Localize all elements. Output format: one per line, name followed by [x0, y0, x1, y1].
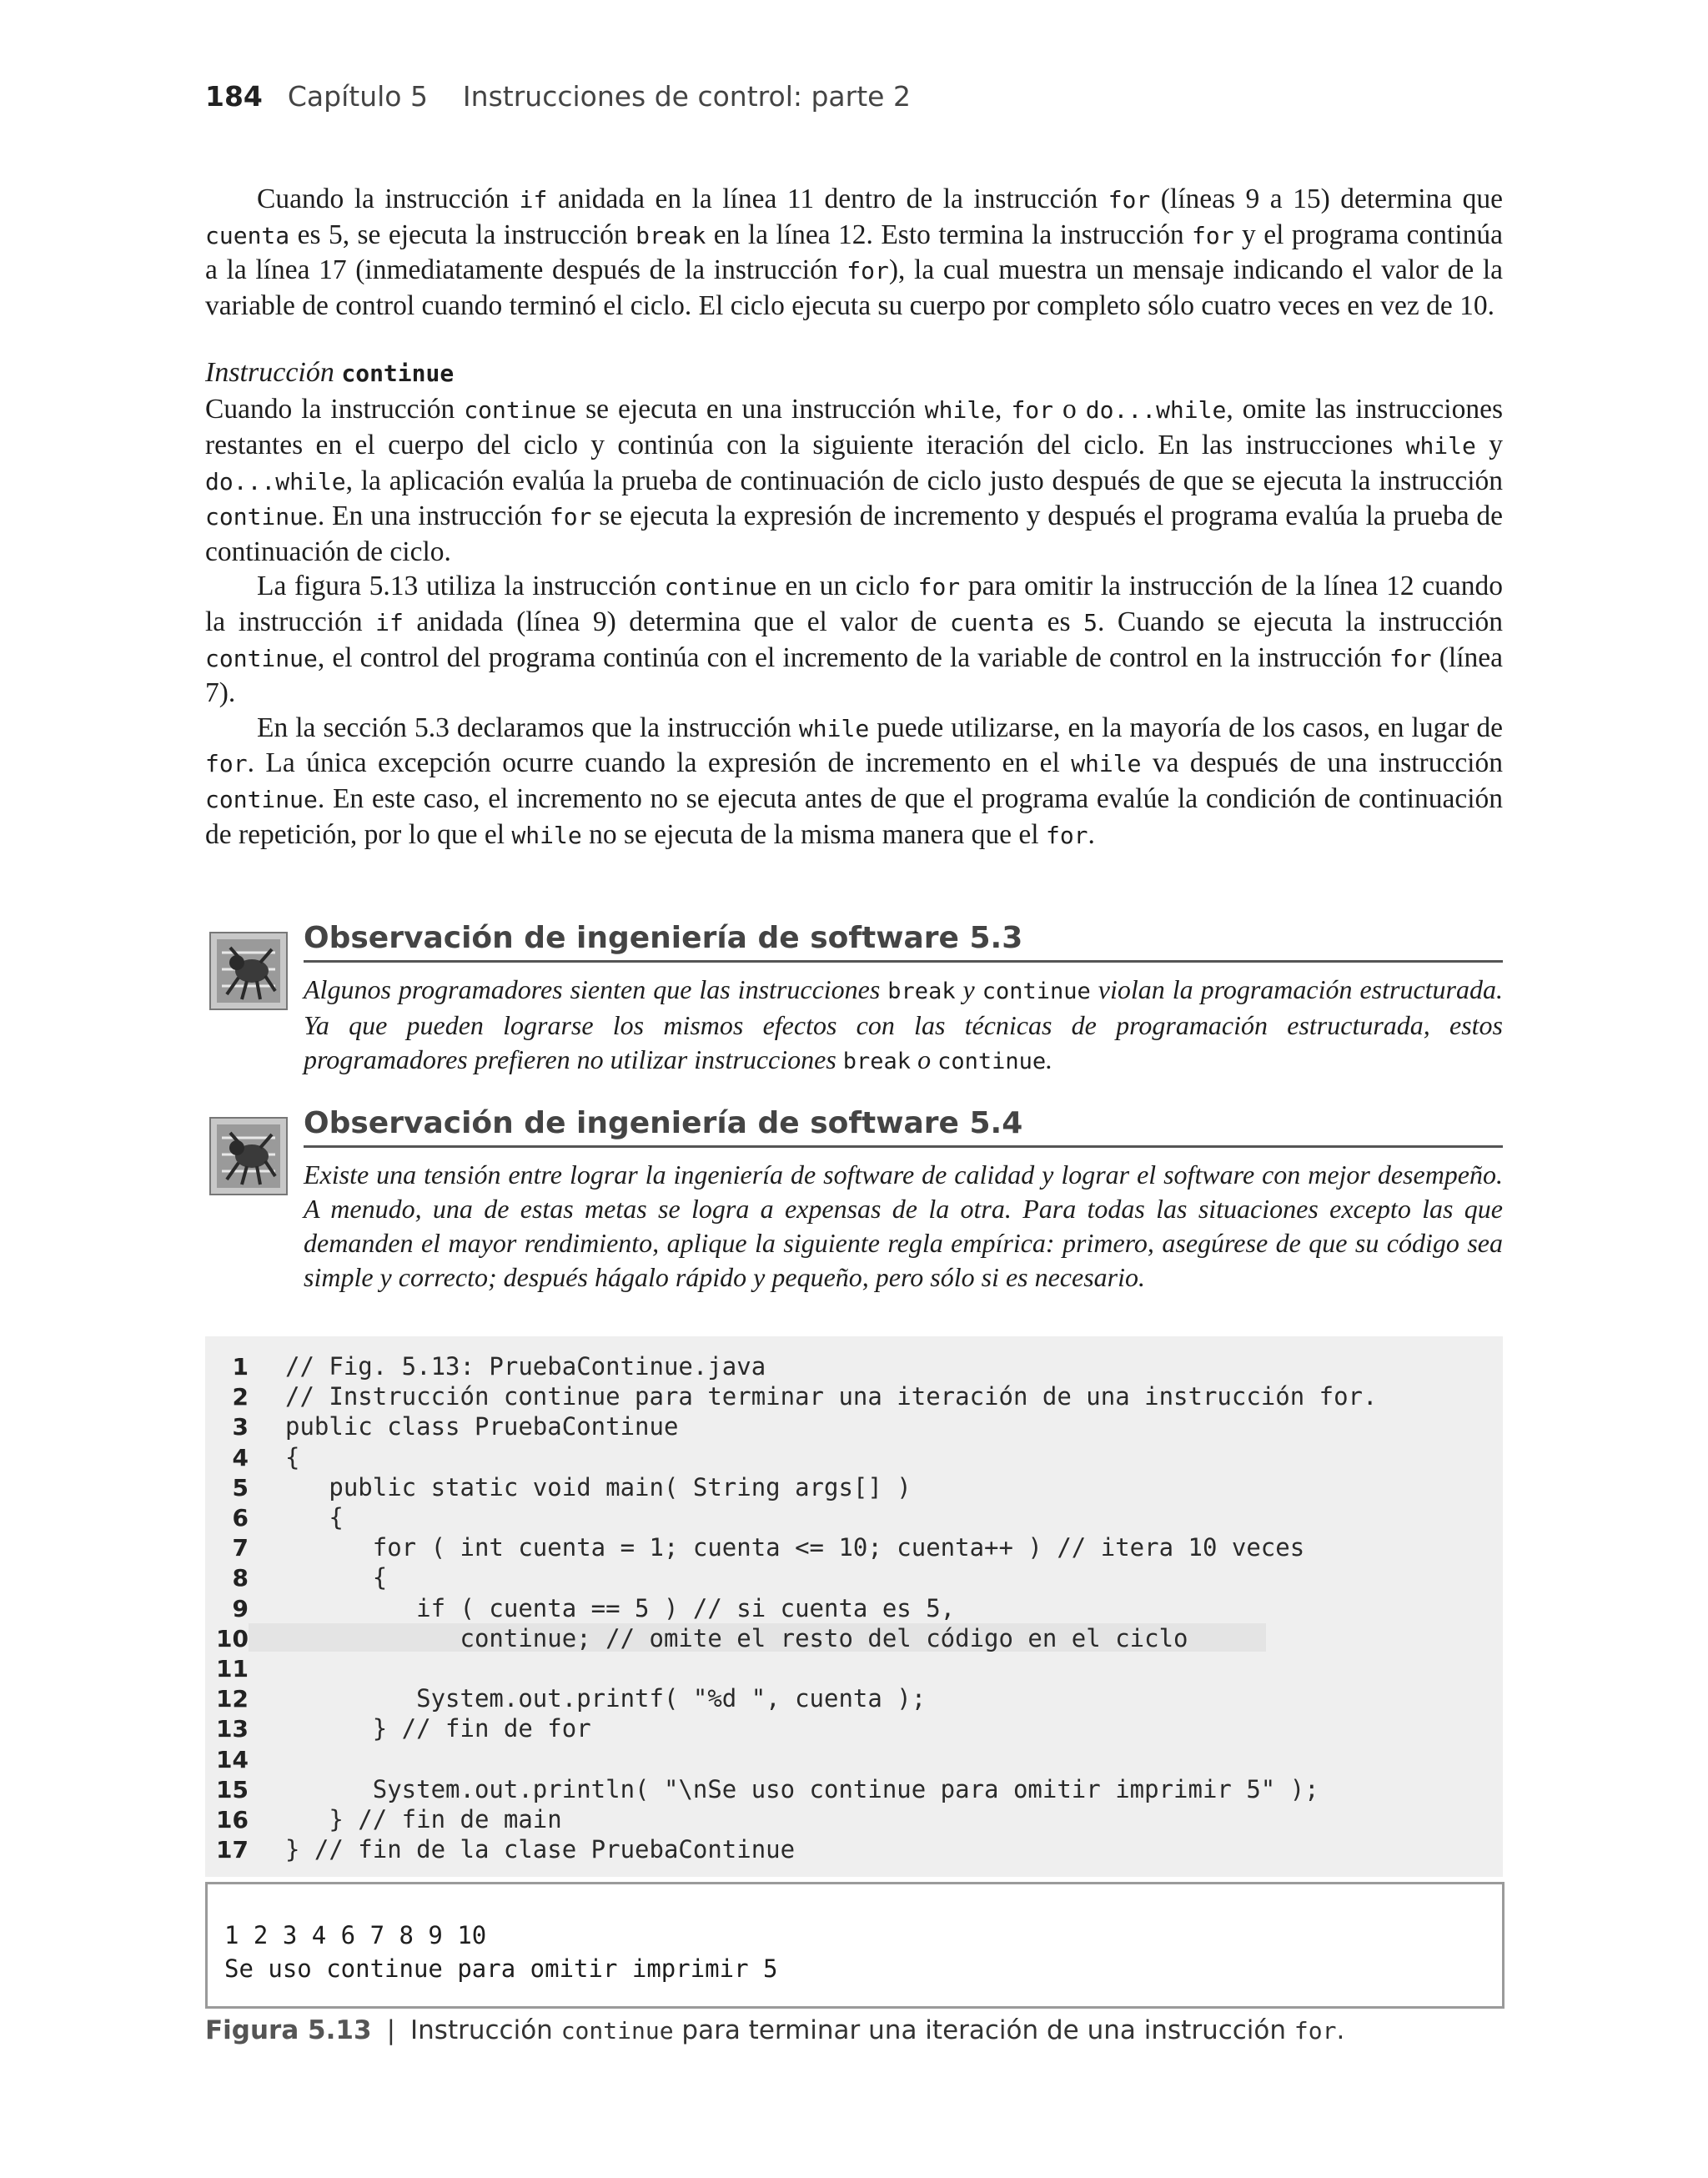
line-number: 2 — [232, 1383, 249, 1411]
code-source: { — [285, 1563, 388, 1592]
paragraph-4: En la sección 5.3 declaramos que la instrucción while puede utilizarse, en la mayoría de los casos, en lugar de for. La única excepción ocurre cuando la expresión de incremento en el while va después de una instrucción continue. En este caso, el incremento no se ejecuta antes de que el programa evalúe la condición de continuación de repetición, por lo que el while no se ejecuta de la misma manera que el for. — [205, 712, 1503, 850]
code-source: { — [285, 1442, 300, 1471]
code-source: continue; // omite el resto del código en el ciclo — [285, 1623, 1188, 1652]
code-line — [205, 1442, 300, 1472]
code-source: } // fin de la clase PruebaContinue — [285, 1835, 796, 1864]
software-engineering-icon — [205, 928, 292, 1014]
code-source: // Fig. 5.13: PruebaContinue.java — [285, 1352, 766, 1381]
line-number: 4 — [232, 1443, 249, 1471]
inline-code: break — [887, 978, 956, 1004]
line-number: 10 — [216, 1624, 249, 1652]
code-source: // Instrucción continue para terminar una iteración de una instrucción for. — [285, 1382, 1378, 1411]
line-number: 11 — [216, 1655, 249, 1683]
code-line — [205, 1532, 1305, 1562]
inline-code: for — [917, 573, 961, 601]
inline-code: while — [1071, 750, 1142, 778]
chapter-title: Capítulo 5 Instrucciones de control: parte 2 — [287, 80, 911, 113]
code-line — [205, 1411, 679, 1441]
section-heading — [205, 355, 1503, 392]
program-output — [205, 1882, 1505, 2009]
line-number: 8 — [232, 1564, 249, 1592]
line-number: 15 — [216, 1775, 249, 1803]
code-source: public class PruebaContinue — [285, 1412, 679, 1441]
inline-code: for — [846, 257, 889, 285]
inline-code: for — [205, 750, 248, 778]
observation-5-4 — [205, 1106, 1503, 1298]
code-source: System.out.printf( "%d ", cuenta ); — [285, 1684, 927, 1713]
code-line — [205, 1804, 562, 1834]
inline-code: do...while — [205, 467, 346, 495]
line-number: 7 — [232, 1534, 249, 1562]
figure-caption — [205, 2015, 1344, 2045]
code-source: public static void main( String args[] ) — [285, 1472, 912, 1501]
observation-5-3 — [205, 921, 1504, 1074]
code-line — [205, 1744, 249, 1774]
line-number: 12 — [216, 1685, 249, 1713]
code-line — [205, 1683, 927, 1713]
code-line — [205, 1713, 591, 1743]
inline-code: while — [511, 821, 582, 849]
inline-code: for — [1108, 186, 1151, 214]
code-source: for ( int cuenta = 1; cuenta <= 10; cuenta++ ) // itera 10 veces — [285, 1533, 1305, 1562]
code-line — [205, 1774, 1319, 1804]
software-engineering-icon — [205, 1113, 292, 1200]
inline-code: for — [1192, 221, 1234, 249]
running-header — [205, 80, 911, 113]
inline-code: continue — [982, 978, 1091, 1004]
observation-title: Observación de ingeniería de software 5.4 — [304, 1106, 1503, 1148]
inline-code: for — [1389, 644, 1432, 672]
code-line — [205, 1834, 796, 1864]
line-number: 16 — [216, 1806, 249, 1833]
line-number: 5 — [232, 1473, 249, 1501]
figure-label: Figura 5.13 — [205, 2015, 372, 2045]
line-number: 6 — [232, 1504, 249, 1532]
output-line: 1 2 3 4 6 7 8 9 10 — [224, 1921, 487, 1949]
inline-code: for — [1045, 821, 1088, 849]
line-number: 3 — [232, 1413, 249, 1441]
caption-text: Instrucción continue para terminar una iteración de una instrucción for. — [410, 2015, 1345, 2045]
inline-code: continue — [937, 1049, 1047, 1074]
inline-code: continue — [205, 644, 318, 672]
line-number: 13 — [216, 1715, 249, 1743]
code-source: } // fin de for — [285, 1714, 591, 1743]
line-number: 9 — [232, 1594, 249, 1622]
inline-code: while — [1405, 431, 1476, 460]
code-line — [205, 1502, 344, 1532]
paragraph-2: Cuando la instrucción continue se ejecuta en una instrucción while, for o do...while, omite las instrucciones restantes en el cuerpo del ciclo y continúa con la siguiente iteración del ciclo. En las instrucciones while y do...while, la aplicación evalúa la prueba de continuación de ciclo justo después de que se ejecuta la instrucción continue. En una instrucción for se ejecuta la expresión de incremento y después el programa evalúa la prueba de continuación de ciclo. — [205, 394, 1504, 567]
inline-code: while — [798, 714, 870, 742]
paragraph-1: Cuando la instrucción if anidada en la línea 11 dentro de la instrucción for (líneas 9 a 15) determina que cuenta es 5, se ejecuta la instrucción break en la línea 12. Esto termina la instrucción for y el programa continúa a la línea 17 (inmediatamente después de la instrucción for), la cual muestra un mensaje indicando el valor de la variable de control cuando terminó el ciclo. El ciclo ejecuta su cuerpo por completo sólo cuatro veces en vez de 10. — [205, 184, 1504, 321]
output-line: Se uso continue para omitir imprimir 5 — [224, 1954, 778, 1983]
paragraph-3: La figura 5.13 utiliza la instrucción continue en un ciclo for para omitir la instrucción de la línea 12 cuando la instrucción if anidada (línea 9) determina que el valor de cuenta es 5. Cuando se ejecuta la instrucción continue, el control del programa continúa con el incremento de la variable de control en la instrucción for (línea 7). — [205, 571, 1503, 709]
code-line — [205, 1381, 1378, 1411]
inline-code: continue — [560, 2017, 674, 2045]
caption-separator: | — [386, 2015, 396, 2045]
line-number: 17 — [216, 1836, 249, 1864]
code-source: } // fin de main — [285, 1805, 562, 1833]
inline-code: continue — [464, 396, 577, 425]
body-text — [205, 182, 1503, 853]
code-line — [205, 1351, 766, 1381]
inline-code: continue — [664, 573, 777, 601]
page-number: 184 — [205, 80, 263, 113]
heading-code: continue — [341, 360, 455, 388]
code-line — [205, 1472, 912, 1502]
heading-prefix: Instrucción — [205, 357, 342, 389]
code-line — [205, 1562, 388, 1592]
inline-code: cuenta — [949, 608, 1035, 636]
inline-code: break — [842, 1049, 912, 1074]
line-number: 14 — [216, 1745, 249, 1773]
code-line — [205, 1623, 1188, 1653]
code-source: { — [285, 1503, 344, 1532]
inline-code: for — [1011, 396, 1054, 425]
code-source: System.out.println( "\nSe uso continue para omitir imprimir 5" ); — [285, 1774, 1319, 1803]
observation-text: Algunos programadores sienten que las instrucciones break y continue violan la programación estructurada. Ya que pueden lograrse los mismos efectos con las técnicas de programación estructurada, estos programadores prefieren no utilizar instrucciones break o continue. — [304, 974, 1504, 1074]
inline-code: do...while — [1085, 396, 1227, 425]
code-source: if ( cuenta == 5 ) // si cuenta es 5, — [285, 1593, 956, 1622]
code-line — [205, 1593, 956, 1623]
inline-code: cuenta — [205, 221, 290, 249]
inline-code: for — [549, 503, 592, 531]
inline-code: if — [519, 186, 548, 214]
inline-code: continue — [205, 503, 318, 531]
code-line — [205, 1653, 249, 1683]
inline-code: break — [635, 221, 706, 249]
line-number: 1 — [232, 1353, 249, 1381]
inline-code: for — [1294, 2017, 1337, 2045]
inline-code: 5 — [1083, 608, 1098, 636]
inline-code: if — [375, 608, 404, 636]
observation-text: Existe una tensión entre lograr la ingeniería de software de calidad y lograr el software con mejor desempeño. A menudo, una de estas metas se logra a expensas de la otra. Para todas las situaciones excepto las que demanden el mayor rendimiento, aplique la siguiente regla empírica: primero, asegúrese de que su código sea simple y correcto; después hágalo rápido y pequeño, pero sólo si es necesario. — [304, 1159, 1503, 1292]
observation-title: Observación de ingeniería de software 5.3 — [304, 921, 1503, 963]
inline-code: continue — [205, 785, 318, 813]
inline-code: while — [924, 396, 996, 425]
